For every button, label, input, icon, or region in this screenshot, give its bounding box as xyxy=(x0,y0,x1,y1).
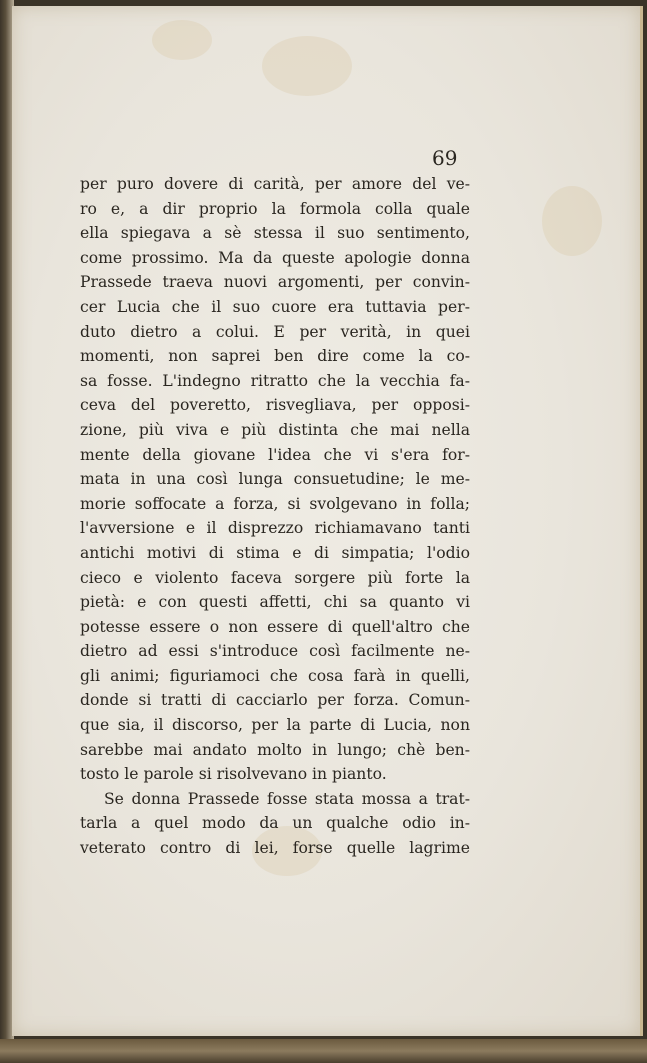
text-line: per puro dovere di carità, per amore del ve- xyxy=(80,175,470,193)
paper-stain xyxy=(152,20,212,60)
text-line: antichi motivi di stima e di simpatia; l'odio xyxy=(80,543,470,562)
text-line: sa fosse. L'indegno ritratto che la vecchia fa- xyxy=(80,371,470,390)
text-line: momenti, non saprei ben dire come la co- xyxy=(80,347,470,366)
book-cover-edge xyxy=(0,1039,647,1063)
text-line: tosto le parole si risolvevano in pianto. xyxy=(80,765,387,784)
text-line: dietro ad essi s'introduce così facilmente ne- xyxy=(80,642,470,661)
body-text xyxy=(80,172,470,861)
text-line: morie soffocate a forza, si svolgevano in folla; xyxy=(80,494,470,513)
text-line: que sia, il discorso, per la parte di Lucia, non xyxy=(80,716,470,735)
text-line: ceva del poveretto, risvegliava, per opposi- xyxy=(80,396,470,415)
text-line: cer Lucia che il suo cuore era tuttavia per- xyxy=(80,297,470,316)
text-line: come prossimo. Ma da queste apologie donna xyxy=(80,248,470,267)
text-line: ro e, a dir proprio la formola colla quale xyxy=(80,199,470,218)
text-line: cieco e violento faceva sorgere più forte la xyxy=(80,568,470,587)
text-line: donde si tratti di cacciarlo per forza. Comun- xyxy=(80,691,470,710)
text-line: pietà: e con questi affetti, chi sa quanto vi xyxy=(80,593,470,612)
text-line: sarebbe mai andato molto in lungo; chè ben- xyxy=(80,740,470,759)
text-line: gli animi; figuriamoci che cosa farà in quelli, xyxy=(80,666,470,685)
text-line: Prassede traeva nuovi argomenti, per convin- xyxy=(80,273,470,292)
page-number: 69 xyxy=(432,146,458,170)
paper-stain xyxy=(542,186,602,256)
text-line: mente della giovane l'idea che vi s'era for- xyxy=(80,445,470,464)
text-line: veterato contro di lei, forse quelle lagrime xyxy=(80,839,470,858)
text-line: ella spiegava a sè stessa il suo sentimento, xyxy=(80,224,470,243)
text-line: tarla a quel modo da un qualche odio in- xyxy=(80,814,470,833)
text-line: Se donna Prassede fosse stata mossa a trat- xyxy=(104,789,470,808)
paper-stain xyxy=(262,36,352,96)
text-line: l'avversione e il disprezzo richiamavano tanti xyxy=(80,519,470,538)
text-line: duto dietro a colui. E per verità, in quei xyxy=(80,322,470,341)
text-line: zione, più viva e più distinta che mai nella xyxy=(80,420,470,439)
text-line: mata in una così lunga consuetudine; le me- xyxy=(80,470,470,489)
text-line: potesse essere o non essere di quell'altro che xyxy=(80,617,470,636)
